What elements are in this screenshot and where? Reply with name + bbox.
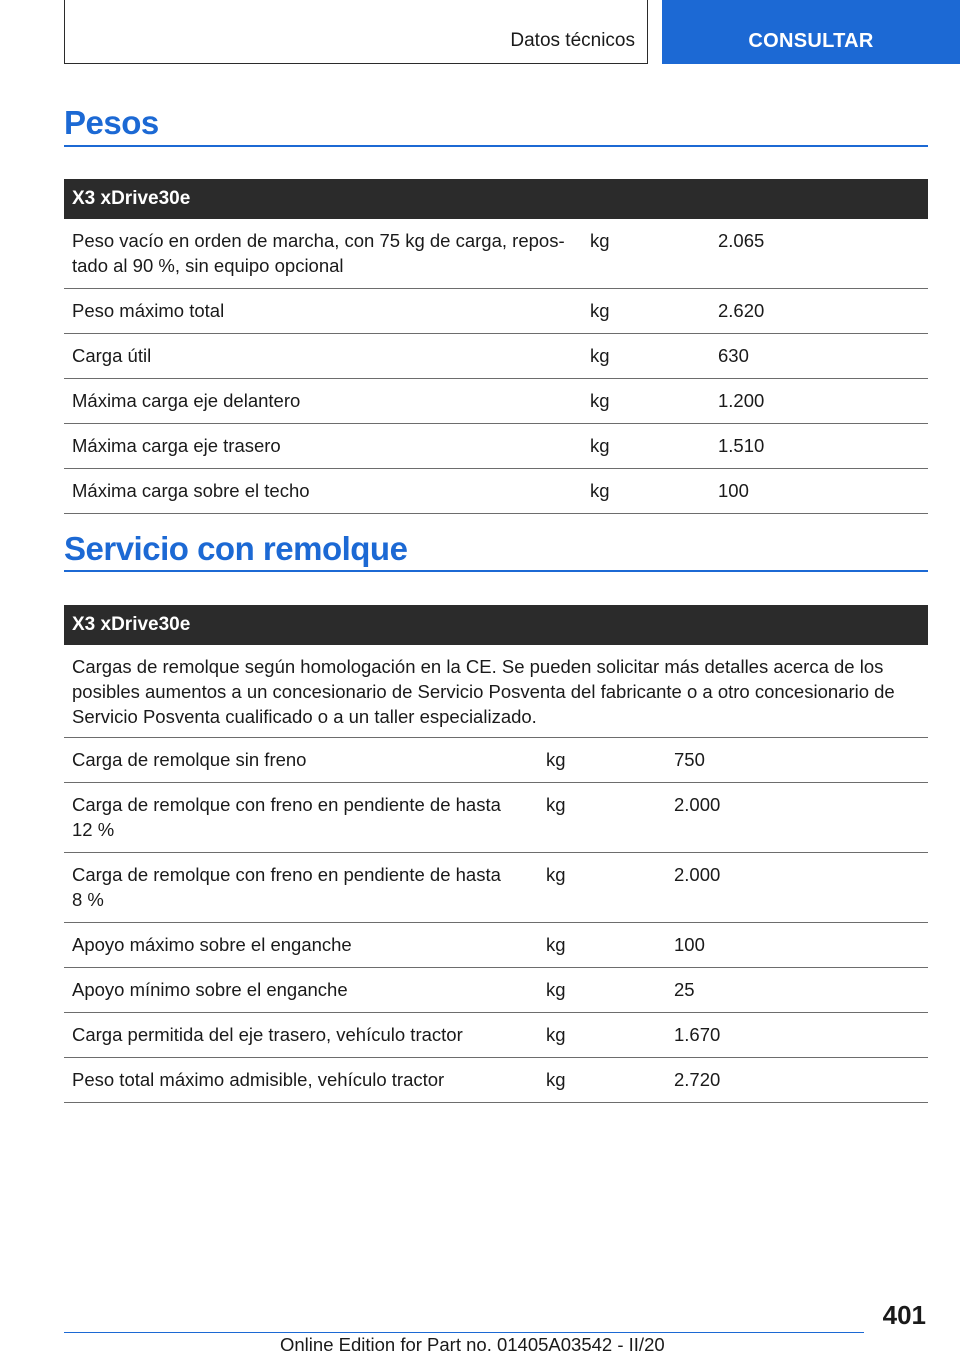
row-label: Carga permitida del eje trasero, vehículo tractor — [64, 1013, 538, 1058]
table-row — [64, 219, 928, 289]
row-value: 1.510 — [710, 424, 928, 469]
row-value: 750 — [666, 738, 928, 783]
row-value: 2.620 — [710, 289, 928, 334]
row-unit: kg — [538, 923, 666, 968]
row-unit: kg — [582, 469, 710, 514]
table-row — [64, 289, 928, 334]
row-value: 2.000 — [666, 853, 928, 923]
row-label: Apoyo máximo sobre el enganche — [64, 923, 538, 968]
row-value: 1.200 — [710, 379, 928, 424]
row-value: 630 — [710, 334, 928, 379]
table-row — [64, 738, 928, 783]
weights-table — [64, 179, 928, 514]
edition-text: Online Edition for Part no. 01405A03542 - II/20 — [280, 1334, 665, 1355]
row-value: 100 — [710, 469, 928, 514]
table-row — [64, 1058, 928, 1103]
table-row — [64, 424, 928, 469]
row-label: Carga útil — [64, 334, 582, 379]
table-row — [64, 783, 928, 853]
row-unit: kg — [538, 1013, 666, 1058]
weights-rule — [64, 145, 928, 147]
section-label: Datos técnicos — [510, 30, 635, 51]
row-label: Peso total máximo admisible, vehículo tractor — [64, 1058, 538, 1103]
table-row — [64, 334, 928, 379]
header-frame — [64, 0, 648, 64]
row-label: Máxima carga eje trasero — [64, 424, 582, 469]
table-row — [64, 968, 928, 1013]
row-unit: kg — [538, 783, 666, 853]
row-value: 2.000 — [666, 783, 928, 853]
table-row — [64, 1013, 928, 1058]
weights-table-body — [64, 219, 928, 514]
table-row — [64, 469, 928, 514]
trailer-rule — [64, 570, 928, 572]
trailer-note: Cargas de remolque según homologación en la CE. Se pueden solicitar más detalles acerca de los posibles aumentos a un concesionario de Servicio Posventa del fabricante o a otro concesionario de Servicio Posventa cualificado o a un taller especializado. — [64, 645, 928, 738]
row-unit: kg — [538, 1058, 666, 1103]
weights-title: Pesos — [64, 104, 159, 141]
weights-model-header: X3 xDrive30e — [64, 179, 928, 219]
trailer-title: Servicio con remolque — [64, 530, 408, 567]
row-unit: kg — [538, 738, 666, 783]
row-label: Carga de remolque sin freno — [64, 738, 538, 783]
row-label: Peso vacío en orden de marcha, con 75 kg de carga, repos- tado al 90 %, sin equipo opcional — [64, 219, 582, 289]
trailer-table-body — [64, 645, 928, 1103]
row-value: 1.670 — [666, 1013, 928, 1058]
row-value: 2.720 — [666, 1058, 928, 1103]
row-unit: kg — [582, 219, 710, 289]
trailer-table — [64, 605, 928, 1103]
table-row — [64, 379, 928, 424]
row-value: 100 — [666, 923, 928, 968]
row-unit: kg — [582, 289, 710, 334]
row-label: Carga de remolque con freno en pendiente de hasta 12 % — [64, 783, 538, 853]
row-label: Apoyo mínimo sobre el enganche — [64, 968, 538, 1013]
row-unit: kg — [582, 379, 710, 424]
row-label: Máxima carga eje delantero — [64, 379, 582, 424]
footer-rule — [64, 1332, 864, 1333]
row-unit: kg — [582, 334, 710, 379]
row-unit: kg — [538, 968, 666, 1013]
consultar-button[interactable]: CONSULTAR — [662, 0, 960, 64]
table-row — [64, 923, 928, 968]
trailer-model-header: X3 xDrive30e — [64, 605, 928, 645]
table-row — [64, 853, 928, 923]
trailer-note-row — [64, 645, 928, 738]
row-unit: kg — [582, 424, 710, 469]
row-unit: kg — [538, 853, 666, 923]
row-value: 2.065 — [710, 219, 928, 289]
row-label: Carga de remolque con freno en pendiente de hasta 8 % — [64, 853, 538, 923]
page-number: 401 — [882, 1300, 926, 1330]
row-label: Peso máximo total — [64, 289, 582, 334]
row-label: Máxima carga sobre el techo — [64, 469, 582, 514]
row-value: 25 — [666, 968, 928, 1013]
